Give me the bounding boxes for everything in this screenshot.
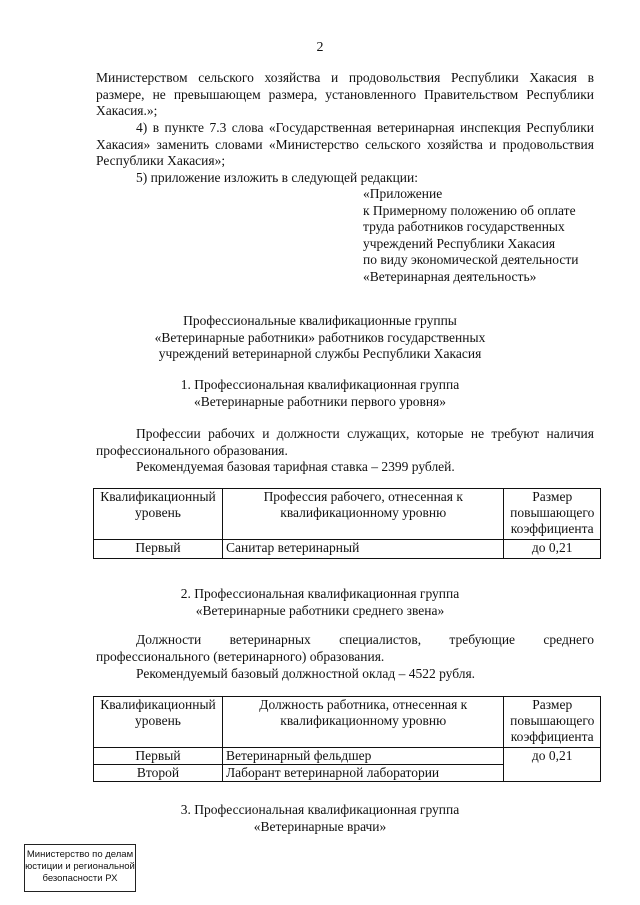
section-2-title: 2. Профессиональная квалификационная группа: [180, 586, 460, 601]
section-2-table: [93, 696, 601, 782]
cell-level: Второй: [94, 765, 223, 782]
section-2-description-line-1: Должности ветеринарных специалистов, требующие среднего: [136, 632, 594, 647]
appendix-header-line: учреждений Республики Хакасия: [363, 235, 556, 251]
stamp-line: безопасности РХ: [42, 873, 118, 884]
section-3-title: 3. Профессиональная квалификационная группа: [180, 802, 460, 817]
header-coefficient: Размер повышающего коэффициента: [504, 489, 601, 540]
appendix-header-line: труда работников государственных: [363, 219, 565, 234]
section-3-subtitle: «Ветеринарные врачи»: [253, 819, 387, 834]
intro-paragraph-2: 4) в пункте 7.3 слова «Государственная ветеринарная инспекция Республики Хакасия» заменить словами «Министерство сельского хозяйства и продовольствия Республики Хакасия»;: [96, 120, 594, 168]
appendix-header: [363, 186, 603, 285]
header-level: Квалификационный уровень: [94, 697, 223, 748]
header-position: Должность работника, отнесенная к квалификационному уровню: [223, 697, 504, 748]
intro-paragraph-1: Министерством сельского хозяйства и продовольствия Республики Хакасия в размере, не превышающем размера, установленного Правительством Республики Хакасия.»;: [96, 70, 594, 118]
registration-stamp: [24, 844, 136, 892]
section-1-description: Профессии рабочих и должности служащих, которые не требуют наличия профессионального образования.: [96, 426, 594, 458]
header-profession: Профессия рабочего, отнесенная к квалификационному уровню: [223, 489, 504, 540]
section-2-description-line-2: профессионального (ветеринарного) образования.: [96, 649, 385, 664]
cell-level: Первый: [94, 540, 223, 559]
intro-paragraph-3: 5) приложение изложить в следующей редакции:: [136, 170, 419, 185]
document-title-line: учреждений ветеринарной службы Республики Хакасия: [158, 346, 482, 361]
section-1-table: [93, 488, 601, 559]
cell-profession: Санитар ветеринарный: [223, 540, 504, 559]
cell-coefficient: до 0,21: [504, 748, 601, 782]
section-2-rate: Рекомендуемый базовый должностной оклад – 4522 рубля.: [136, 666, 476, 681]
section-1-title: 1. Профессиональная квалификационная группа: [180, 377, 460, 392]
document-title-line: «Ветеринарные работники» работников государственных: [154, 330, 486, 345]
stamp-line: юстиции и региональной: [25, 861, 135, 872]
cell-coefficient: до 0,21: [504, 540, 601, 559]
table-row: [94, 540, 601, 559]
appendix-header-line: по виду экономической деятельности: [363, 252, 579, 267]
table-row: [94, 748, 601, 765]
section-2-subtitle: «Ветеринарные работники среднего звена»: [195, 603, 445, 618]
section-1-subtitle: «Ветеринарные работники первого уровня»: [193, 394, 447, 409]
table-header-row: [94, 697, 601, 748]
cell-level: Первый: [94, 748, 223, 765]
table-header-row: [94, 489, 601, 540]
header-level: Квалификационный уровень: [94, 489, 223, 540]
appendix-header-line: «Приложение: [363, 186, 443, 201]
cell-position: Лаборант ветеринарной лаборатории: [223, 765, 504, 782]
section-1-rate: Рекомендуемая базовая тарифная ставка – 2399 рублей.: [136, 459, 455, 474]
appendix-header-line: «Ветеринарная деятельность»: [363, 268, 537, 284]
appendix-header-line: к Примерному положению об оплате: [363, 202, 576, 218]
cell-position: Ветеринарный фельдшер: [223, 748, 504, 765]
header-coefficient: Размер повышающего коэффициента: [504, 697, 601, 748]
document-title-line: Профессиональные квалификационные группы: [183, 313, 457, 328]
page-number: 2: [316, 40, 324, 55]
stamp-line: Министерство по делам: [26, 849, 134, 860]
